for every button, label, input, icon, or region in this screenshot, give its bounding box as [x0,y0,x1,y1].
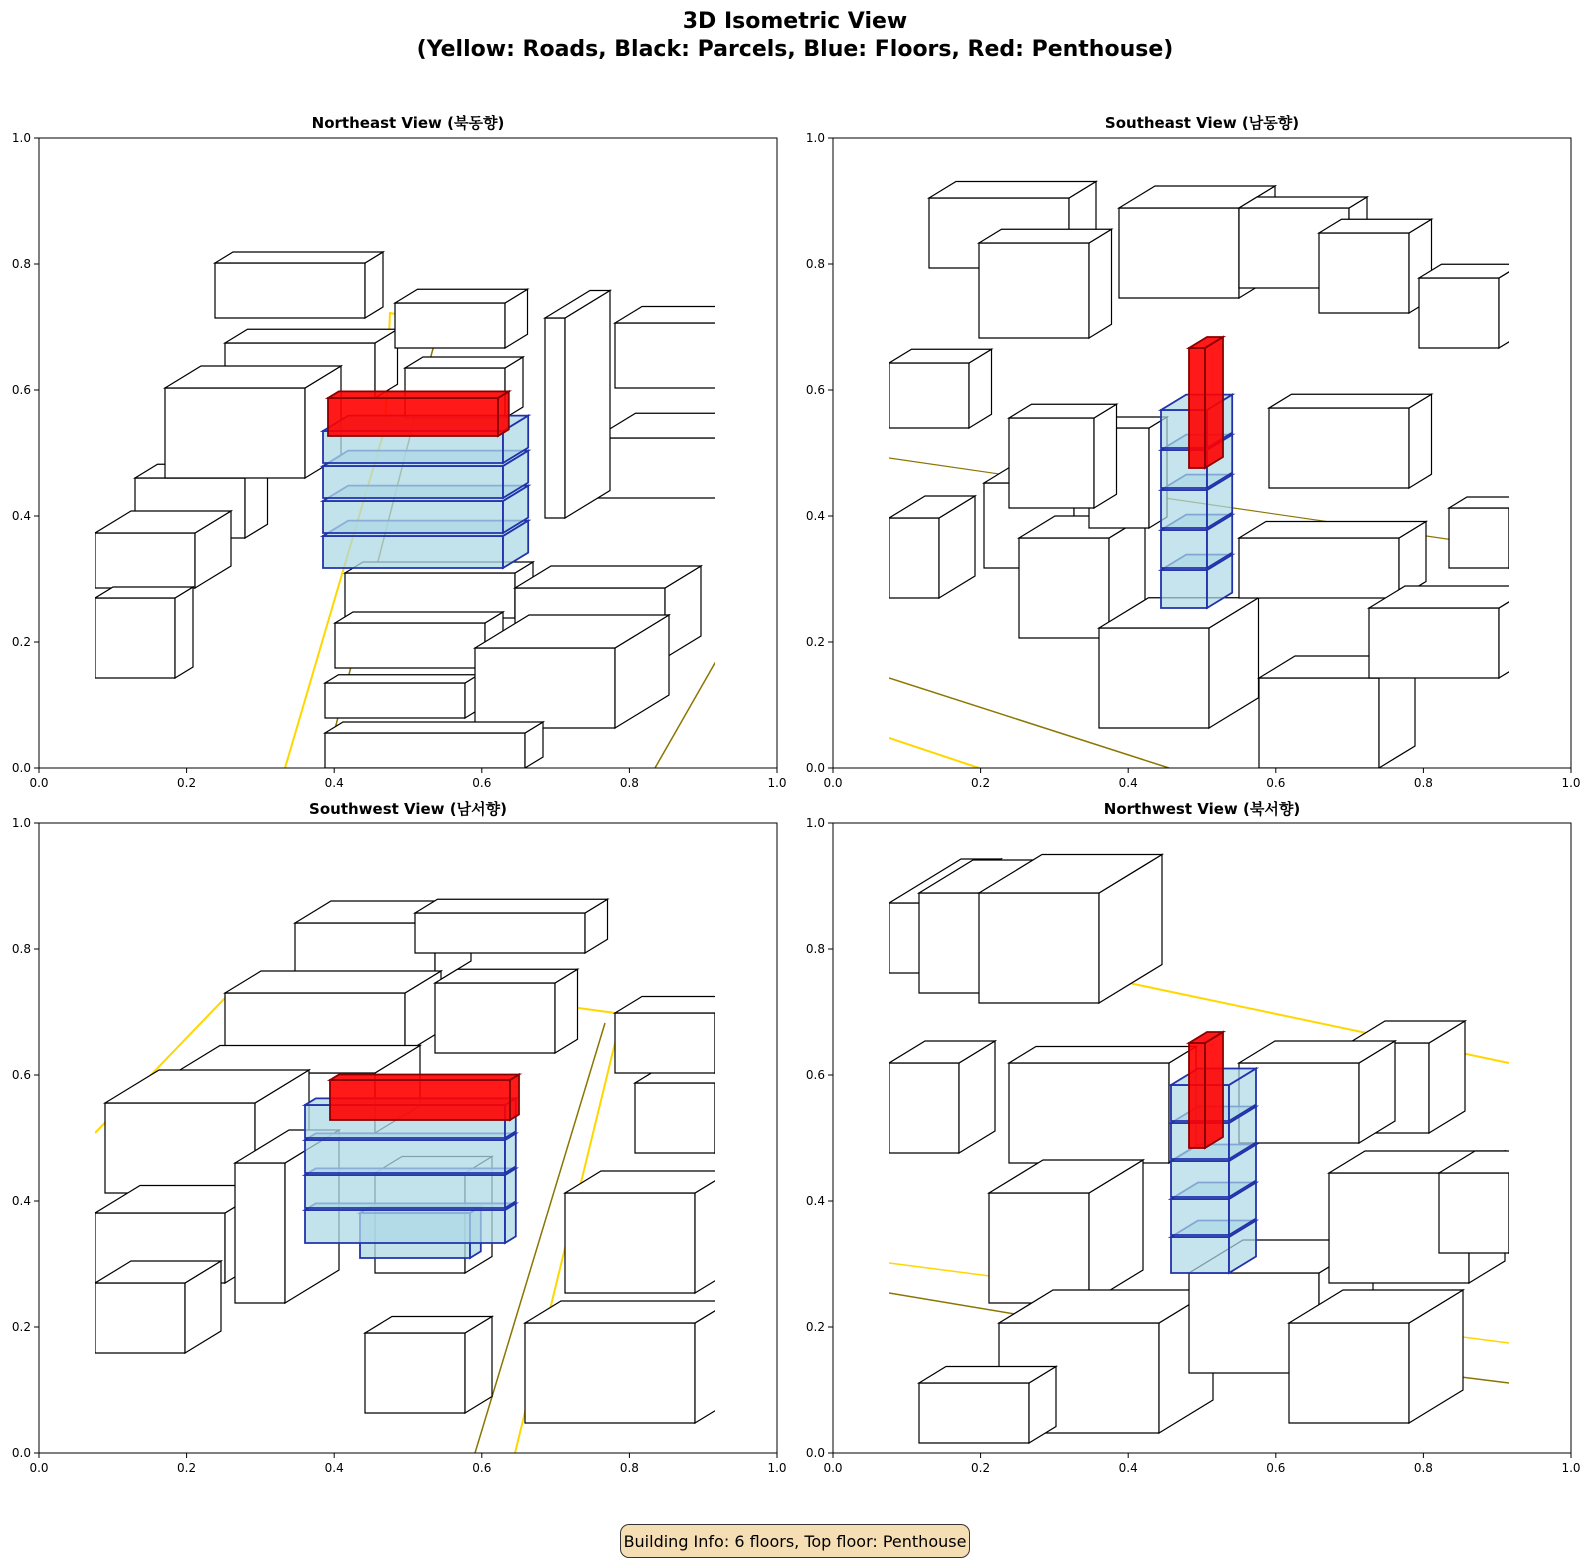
penthouse-block-side [1205,337,1223,468]
parcel-building-front [635,1083,715,1153]
y-tick-label: 0.2 [11,1320,31,1334]
parcel-building-front [435,983,555,1053]
y-tick-label: 0.4 [11,1194,31,1208]
parcel-building-top [1449,497,1527,508]
parcel-building-top [225,971,441,993]
floor-block-front [1161,490,1207,528]
x-tick-label: 0.6 [1266,1461,1286,1475]
parcel-building-front [545,318,565,518]
y-tick-label: 1.0 [11,131,31,145]
x-tick-label: 0.8 [1413,1461,1433,1475]
parcel-building-front [1119,208,1239,298]
y-tick-label: 0.4 [11,509,31,523]
parcel-building-top [215,252,383,263]
scene-inner [95,252,786,768]
parcel-building-front [325,683,465,718]
parcel-building-front [415,913,585,953]
x-tick-label: 1.0 [767,776,787,790]
y-tick-label: 0.2 [805,635,825,649]
panel-title-southeast: Southeast View (남동향) [1104,114,1300,132]
floor-block-front [305,1210,505,1243]
parcel-building-side [1409,394,1432,488]
x-tick-label: 0.2 [177,1461,197,1475]
floor-block-front [323,536,503,568]
x-tick-label: 0.2 [177,776,197,790]
x-tick-label: 0.2 [971,776,991,790]
floor-block-front [1171,1199,1229,1235]
panel-title-northwest: Northwest View (북서향) [1103,800,1301,818]
x-tick-label: 1.0 [1561,776,1581,790]
parcel-building-side [1509,497,1527,568]
parcel-building-front [165,388,305,478]
y-tick-label: 0.0 [11,761,31,775]
figure-title-line2: (Yellow: Roads, Black: Parcels, Blue: Floors, Red: Penthouse) [416,37,1174,62]
floor-block-front [323,501,503,533]
parcel-building-front [1439,1173,1509,1253]
parcel-building-front [1019,538,1109,638]
parcel-building-front [1269,408,1409,488]
y-tick-label: 0.6 [805,383,825,397]
parcel-building-front [989,1193,1089,1303]
parcel-building-top [405,357,523,368]
panel-southwest [12,800,787,1475]
parcel-building-top [615,997,742,1014]
floor-block-front [1171,1237,1229,1273]
parcel-building-front [95,598,175,678]
x-tick-label: 0.4 [1118,1461,1138,1475]
y-tick-label: 0.8 [805,257,825,271]
parcel-building-front [475,648,615,728]
floor-block-front [323,466,503,498]
parcel-building-front [565,1193,695,1293]
parcel-building-side [745,413,786,498]
parcel-building-front [365,1333,465,1413]
parcel-building-top [615,307,762,324]
y-tick-label: 0.6 [11,1068,31,1082]
parcel-building-front [235,1163,285,1303]
panel-northeast [12,114,787,790]
x-tick-label: 1.0 [1561,1461,1581,1475]
road-line [889,738,979,768]
panel-southeast [806,114,1581,790]
parcel-building-front [1259,678,1379,768]
parcel-building-front [889,518,939,598]
parcel-building-front [105,1103,255,1193]
parcel-building-front [395,303,505,348]
x-tick-label: 0.0 [29,1461,49,1475]
parcel-building-top [929,182,1096,199]
building-info-text: Building Info: 6 floors, Top floor: Penthouse [623,1531,967,1551]
penthouse-block-front [1189,348,1205,468]
parcel-building-front [1239,1063,1359,1143]
scene-northwest [889,855,1545,1444]
y-tick-label: 0.8 [805,942,825,956]
parcel-building-top [395,289,528,303]
parcel-building-side [565,291,610,519]
x-tick-label: 0.0 [823,1461,843,1475]
x-tick-label: 0.4 [324,1461,344,1475]
parcel-building-front [335,623,485,668]
parcel-building-front [615,323,735,388]
parcel-building-top [1239,197,1367,208]
penthouse-block-side [498,391,509,436]
parcel-building-top [435,969,578,983]
parcel-building-front [95,1283,185,1353]
x-tick-label: 0.0 [823,776,843,790]
penthouse-block-front [330,1080,510,1120]
parcel-building-side [1499,264,1522,348]
road-line [745,728,775,768]
parcel-building-top [95,587,193,598]
parcel-building-side [175,587,193,678]
parcel-building-side [1509,1151,1545,1253]
scene-southeast [889,182,1535,769]
figure-title-line1: 3D Isometric View [682,9,908,34]
penthouse-block-front [1189,1043,1205,1148]
panel-title-southwest: Southwest View (남서향) [309,800,507,818]
parcel-building-front [979,243,1089,338]
parcel-building-side [735,307,762,389]
y-tick-label: 0.6 [805,1068,825,1082]
parcel-building-top [335,612,503,623]
parcel-building-side [555,969,578,1053]
scene-northeast [95,252,786,768]
penthouse-block-top [330,1075,519,1081]
parcel-building-front [595,438,745,498]
parcel-building-front [1289,1323,1409,1423]
x-tick-label: 0.0 [29,776,49,790]
x-tick-label: 0.8 [619,776,639,790]
scene-inner [95,899,742,1453]
x-tick-label: 0.6 [472,1461,492,1475]
x-tick-label: 0.4 [324,776,344,790]
parcel-building-front [979,893,1099,1003]
parcel-building-front [889,1063,959,1153]
parcel-building-front [525,1323,695,1423]
y-tick-label: 1.0 [805,131,825,145]
parcel-building-front [889,363,969,428]
scene-southwest [95,899,742,1453]
parcel-building-top [1269,394,1432,408]
parcel-building-side [1094,404,1117,508]
floor-block-front [1171,1161,1229,1197]
scene-inner [889,182,1535,769]
y-tick-label: 0.2 [11,635,31,649]
penthouse-block-side [1205,1032,1223,1148]
y-tick-label: 0.0 [805,761,825,775]
parcel-building-side [1089,229,1112,338]
y-tick-label: 1.0 [805,816,825,830]
floor-block-front [1161,570,1207,608]
parcel-building-top [225,329,398,343]
parcel-building-top [979,229,1112,243]
y-tick-label: 0.0 [805,1446,825,1460]
parcel-building-top [525,1301,731,1323]
penthouse-block-front [328,398,498,436]
y-tick-label: 0.4 [805,509,825,523]
y-tick-label: 0.8 [11,942,31,956]
y-tick-label: 0.0 [11,1446,31,1460]
parcel-building-front [1419,278,1499,348]
penthouse-block-top [328,391,509,398]
panel-northwest [806,800,1581,1475]
y-tick-label: 0.2 [805,1320,825,1334]
parcel-building-side [715,997,742,1074]
parcel-building-top [415,899,608,913]
x-tick-label: 0.6 [472,776,492,790]
y-tick-label: 0.6 [11,383,31,397]
y-tick-label: 1.0 [11,816,31,830]
scene-inner [889,855,1545,1444]
x-tick-label: 0.6 [1266,776,1286,790]
floor-block-front [305,1175,505,1208]
parcel-building-front [325,733,525,768]
penthouse-block-side [510,1075,519,1121]
parcel-building-front [1009,1063,1169,1163]
parcel-building-front [1009,418,1094,508]
parcel-building-top [1239,522,1426,539]
parcel-building-top [1009,1047,1196,1064]
parcel-building-side [715,1067,742,1154]
building-info-box [620,1524,970,1558]
x-tick-label: 0.8 [619,1461,639,1475]
x-tick-label: 1.0 [767,1461,787,1475]
y-tick-label: 0.8 [11,257,31,271]
parcel-building-front [1099,628,1209,728]
panel-title-northeast: Northeast View (북동향) [311,114,505,132]
parcel-building-top [325,722,543,733]
parcel-building-front [919,1383,1029,1443]
parcel-building-front [215,263,365,318]
y-tick-label: 0.4 [805,1194,825,1208]
parcel-building-front [95,533,195,588]
x-tick-label: 0.2 [971,1461,991,1475]
parcel-building-front [1449,508,1509,568]
floor-block-front [305,1140,505,1173]
parcel-building-front [345,573,515,618]
parcel-building-front [225,993,405,1053]
parcel-building-top [595,413,786,438]
parcel-building-top [325,675,479,683]
x-tick-label: 0.8 [1413,776,1433,790]
x-tick-label: 0.4 [1118,776,1138,790]
floor-block-front [1161,530,1207,568]
parcel-building-front [615,1013,715,1073]
parcel-building-front [1239,538,1399,598]
parcel-building-front [1369,608,1499,678]
parcel-building-front [1319,233,1409,313]
